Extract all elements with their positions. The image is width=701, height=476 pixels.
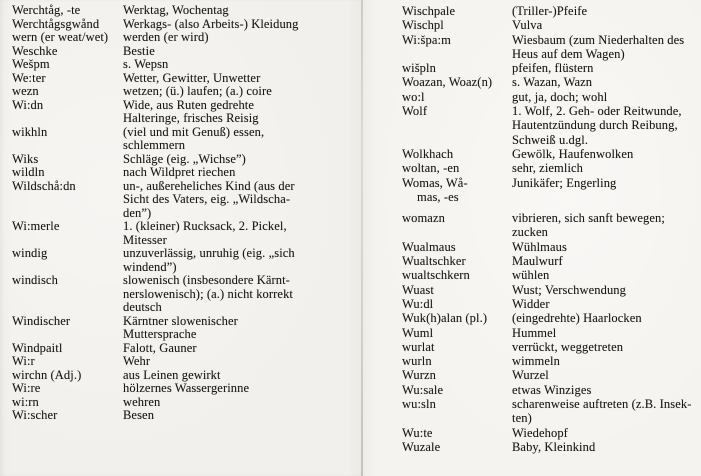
dictionary-entry [12, 45, 356, 59]
text-line: slowenisch (insbesondere Kärnt- [123, 273, 290, 287]
text-line: Wischpl [402, 18, 444, 33]
text-line: Wu:te [402, 425, 433, 440]
text-line: Wiedehopf [512, 425, 568, 440]
dictionary-entry [402, 297, 698, 311]
dictionary-entry [402, 440, 698, 454]
dictionary-entry [402, 61, 698, 75]
text-line: Wuast [402, 282, 434, 297]
text-line: Wiesbaum (zum Niederhalten des [512, 32, 685, 47]
dictionary-entry [12, 409, 356, 423]
entry-term [12, 45, 123, 59]
text-line: wo:l [402, 89, 425, 104]
entries-left [12, 4, 356, 423]
entry-definition [512, 440, 698, 454]
entry-term [12, 180, 123, 194]
text-line: Wi:špa:m [402, 32, 451, 47]
text-line: wurlat [402, 339, 435, 354]
text-line: Wust; Verschwendung [512, 282, 626, 297]
dictionary-entry [12, 99, 356, 126]
entry-definition [512, 90, 698, 104]
entry-term [402, 104, 512, 118]
text-line: nach Wildpret riechen [123, 165, 236, 179]
text-line: Falott, Gauner [123, 340, 197, 355]
text-line: (Triller-)Pfeife [512, 4, 588, 18]
dictionary-entry [12, 315, 356, 342]
dictionary-entry [402, 176, 698, 205]
entry-definition [123, 247, 356, 274]
entry-definition [512, 18, 698, 32]
text-line: deutsch [123, 300, 162, 314]
text-line: schlemmern [123, 138, 186, 152]
text-line: We:ter [12, 70, 46, 85]
entry-definition [123, 18, 356, 32]
dictionary-entry [12, 31, 356, 45]
text-line: Bestie [123, 43, 155, 58]
dictionary-entry [402, 18, 698, 32]
text-line: werden (er wird) [123, 30, 209, 44]
text-line: Heus auf dem Wagen) [512, 46, 625, 61]
entry-term [402, 33, 512, 47]
text-line: Wischpale [402, 4, 456, 18]
entry-term [402, 297, 512, 311]
entry-term [402, 61, 512, 75]
entry-definition [512, 283, 698, 297]
entry-definition [123, 315, 356, 342]
entry-term [402, 4, 512, 18]
text-line: woltan, -en [402, 161, 460, 176]
entry-definition [123, 45, 356, 59]
text-line: wu:sln [402, 397, 436, 412]
dictionary-entry [402, 268, 698, 282]
entry-definition [512, 426, 698, 440]
text-line: vibrieren, sich sanft bewegen; [512, 211, 665, 226]
text-line: Wi:merle [12, 219, 60, 233]
dictionary-entry [402, 147, 698, 161]
text-line: Werktag, Wochentag [123, 3, 229, 17]
entry-term [12, 409, 123, 423]
entry-term [12, 369, 123, 383]
entry-definition [512, 33, 698, 62]
entry-definition [512, 240, 698, 254]
text-line: 1. Wolf, 2. Geh- oder Reitwunde, [512, 104, 682, 119]
text-line: wi:rn [12, 394, 39, 409]
dictionary-entry [402, 75, 698, 89]
page-gutter-seam [361, 0, 363, 476]
entry-term [402, 176, 512, 205]
entry-definition [512, 75, 698, 89]
text-line: Wolf [402, 104, 428, 119]
text-line: Wi:re [12, 381, 41, 395]
dictionary-entry [12, 4, 356, 18]
entry-term [402, 354, 512, 368]
dictionary-entry [402, 33, 698, 62]
text-line: Wualmaus [402, 239, 456, 254]
text-line: Wu:dl [402, 296, 434, 311]
entry-definition [512, 161, 698, 175]
dictionary-entry [402, 90, 698, 104]
text-line: ten) [512, 411, 532, 426]
entry-term [402, 440, 512, 454]
text-line: Wuzale [402, 439, 441, 454]
entry-definition [512, 147, 698, 161]
text-line: Wehr [123, 354, 151, 368]
entry-definition [512, 354, 698, 368]
entry-term [402, 397, 512, 411]
text-line: Wide, aus Ruten gedrehte [123, 97, 255, 112]
entry-definition [512, 104, 698, 147]
text-line: Windischer [12, 313, 71, 328]
entry-definition [123, 396, 356, 410]
dictionary-entry [402, 283, 698, 297]
text-line: etwas Winziges [512, 382, 592, 397]
text-line: 1. (kleiner) Rucksack, 2. Pickel, [123, 219, 287, 233]
entry-definition [512, 4, 698, 18]
text-line: s. Wepsn [123, 57, 169, 71]
text-line: hölzernes Wassergerinne [123, 381, 250, 395]
dictionary-entry [402, 240, 698, 254]
entry-term [12, 85, 123, 99]
entry-definition [512, 340, 698, 354]
entries-right [402, 4, 698, 454]
entry-definition [512, 326, 698, 340]
text-line: womazn [402, 211, 445, 226]
entry-term [12, 382, 123, 396]
entry-term [402, 211, 512, 225]
text-line: nerslowenisch); (a.) nicht korrekt [123, 286, 294, 301]
text-line: wildln [12, 165, 45, 179]
dictionary-entry [12, 247, 356, 274]
text-line: verrückt, weggetreten [512, 339, 624, 354]
text-line: Hautentzündung durch Reibung, [512, 118, 678, 133]
dictionary-entry [402, 397, 698, 426]
entry-term [402, 326, 512, 340]
entry-definition [123, 153, 356, 167]
entry-term [402, 340, 512, 354]
entry-definition [123, 355, 356, 369]
text-line: Wuml [402, 325, 434, 340]
dictionary-entry [12, 153, 356, 167]
dictionary-entry [12, 396, 356, 410]
entry-term [12, 355, 123, 369]
dictionary-entry [402, 354, 698, 368]
text-line: wirchn (Adj.) [12, 367, 82, 382]
text-line: Junikäfer; Engerling [512, 175, 617, 190]
entry-term [402, 383, 512, 397]
dictionary-entry [12, 382, 356, 396]
entry-term [402, 18, 512, 32]
entry-term [402, 254, 512, 268]
text-line: Wurzn [402, 368, 437, 383]
dictionary-entry [12, 355, 356, 369]
text-line: Wuk(h)alan (pl.) [402, 311, 488, 326]
entry-term [402, 161, 512, 175]
text-line: Baby, Kleinkind [512, 439, 596, 454]
entry-definition [512, 297, 698, 311]
entry-term [402, 311, 512, 325]
text-line: (viel und mit Genuß) essen, [123, 124, 265, 139]
entry-term [12, 99, 123, 113]
entry-definition [123, 85, 356, 99]
entry-definition [512, 368, 698, 382]
text-line: Kärntner slowenischer [123, 313, 238, 328]
dictionary-entry [12, 342, 356, 356]
entry-term [12, 72, 123, 86]
dictionary-entry [402, 326, 698, 340]
entry-definition [512, 211, 698, 240]
dictionary-entry [12, 85, 356, 99]
text-line: Werchtågsgwånd [12, 16, 100, 31]
entry-definition [123, 58, 356, 72]
dictionary-entry [402, 211, 698, 240]
text-line: un-, außereheliches Kind (aus der [123, 178, 295, 193]
entry-definition [123, 369, 356, 383]
text-line: Besen [123, 408, 155, 422]
dictionary-entry [402, 426, 698, 440]
text-line: Gewölk, Haufenwolken [512, 146, 634, 161]
entry-term [402, 283, 512, 297]
text-line: zucken [512, 225, 548, 240]
text-line: Wiks [12, 151, 39, 166]
entry-definition [512, 176, 698, 190]
dictionary-entry [402, 311, 698, 325]
text-line: Wühlmaus [512, 239, 567, 254]
text-line: unzuverlässig, unruhig (eig. „sich [123, 246, 295, 260]
entry-term [402, 90, 512, 104]
dictionary-entry [12, 18, 356, 32]
entry-term [402, 75, 512, 89]
text-line: Wualtschker [402, 254, 466, 269]
entry-definition [123, 99, 356, 126]
entry-term [12, 4, 123, 18]
entry-definition [512, 311, 698, 325]
text-line: aus Leinen gewirkt [123, 367, 221, 382]
entry-term [12, 274, 123, 288]
text-line: Schläge (eig. „Wichse”) [123, 151, 246, 166]
dictionary-entry [12, 166, 356, 180]
dictionary-entry [12, 58, 356, 72]
entry-definition [512, 61, 698, 75]
dictionary-entry [12, 72, 356, 86]
dictionary-entry [12, 180, 356, 221]
text-line: wehren [123, 394, 161, 409]
text-line: s. Wazan, Wazn [512, 75, 593, 90]
entry-definition [512, 397, 698, 426]
text-line: Wu:sale [402, 382, 444, 397]
dictionary-entry [402, 4, 698, 18]
text-line: Wešpm [12, 57, 50, 71]
entry-definition [512, 268, 698, 282]
entry-definition [512, 254, 698, 268]
entry-term [12, 342, 123, 356]
dictionary-entry [402, 161, 698, 175]
entry-definition [123, 166, 356, 180]
text-line: wurln [402, 354, 432, 369]
text-line: wezn [12, 84, 39, 98]
entry-term [402, 147, 512, 161]
dictionary-entry [12, 220, 356, 247]
text-line: Schweiß u.dgl. [512, 132, 589, 147]
text-line: Werchtåg, -te [12, 3, 81, 17]
entry-term [402, 268, 512, 282]
dictionary-entry [12, 274, 356, 315]
text-line: wišpln [402, 61, 436, 76]
text-line: mas, -es [417, 189, 459, 204]
dictionary-entry [12, 369, 356, 383]
entry-term [12, 247, 123, 261]
entry-term [12, 220, 123, 234]
entry-definition [123, 4, 356, 18]
dictionary-entry [402, 383, 698, 397]
entry-term [402, 426, 512, 440]
entry-definition [512, 383, 698, 397]
text-line: Mitesser [123, 232, 167, 247]
text-line: Wolkhach [402, 146, 454, 161]
entry-definition [123, 382, 356, 396]
dictionary-entry [402, 104, 698, 147]
text-line: Woazan, Woaz(n) [402, 75, 493, 90]
entry-term [402, 240, 512, 254]
text-line: wualtschkern [402, 268, 470, 283]
text-line: sehr, ziemlich [512, 161, 584, 176]
text-line: Halteringe, frisches Reisig [123, 111, 259, 125]
text-line: Weschke [12, 43, 58, 58]
dictionary-entry [402, 340, 698, 354]
text-line: gut, ja, doch; wohl [512, 89, 608, 104]
entry-definition [123, 342, 356, 356]
text-line: wetzen; (ü.) laufen; (a.) coire [123, 84, 272, 98]
text-line: Hummel [512, 325, 557, 340]
entry-term [12, 126, 123, 140]
dictionary-entry [12, 126, 356, 153]
text-line: Wi:scher [12, 408, 58, 422]
entry-term [12, 31, 123, 45]
entry-term [12, 153, 123, 167]
text-line: Maulwurf [512, 254, 563, 269]
text-line: Womas, Wå- [402, 175, 468, 190]
entry-term [12, 396, 123, 410]
text-line: Wi:r [12, 354, 35, 368]
text-line: Wurzel [512, 368, 549, 383]
entry-term [402, 368, 512, 382]
entry-definition [123, 72, 356, 86]
entry-definition [123, 126, 356, 153]
entry-definition [123, 274, 356, 315]
entry-definition [123, 220, 356, 247]
text-line: Vulva [512, 18, 543, 33]
text-line: Wi:dn [12, 97, 44, 112]
text-line: wühlen [512, 268, 550, 283]
entry-term [12, 58, 123, 72]
text-line: wern (er weat/wet) [12, 30, 109, 44]
text-line: wikhln [12, 124, 48, 139]
text-line: windisch [12, 273, 58, 287]
right-page [362, 0, 701, 476]
entry-term [12, 166, 123, 180]
entry-definition [123, 180, 356, 221]
text-line: windend”) [123, 259, 177, 274]
entry-definition [123, 31, 356, 45]
text-line: windig [12, 246, 48, 260]
text-line: (eingedrehte) Haarlocken [512, 311, 642, 326]
entry-definition [123, 409, 356, 423]
dictionary-entry [402, 368, 698, 382]
text-line: pfeifen, flüstern [512, 61, 594, 76]
text-line: Werkags- (also Arbeits-) Kleidung [123, 16, 299, 31]
text-line: Sicht des Vaters, eig. „Wildscha- [123, 192, 291, 206]
entry-term [12, 18, 123, 32]
text-line: wimmeln [512, 354, 560, 369]
text-line: Widder [512, 296, 550, 311]
dictionary-entry [402, 254, 698, 268]
text-line: scharenweise auftreten (z.B. Insek- [512, 397, 692, 412]
text-line: den”) [123, 205, 152, 220]
text-line: Muttersprache [123, 327, 197, 341]
text-line: Wetter, Gewitter, Unwetter [123, 70, 261, 85]
entry-term [12, 315, 123, 329]
text-line: Wildschå:dn [12, 178, 76, 193]
text-line: Windpaitl [12, 340, 63, 355]
